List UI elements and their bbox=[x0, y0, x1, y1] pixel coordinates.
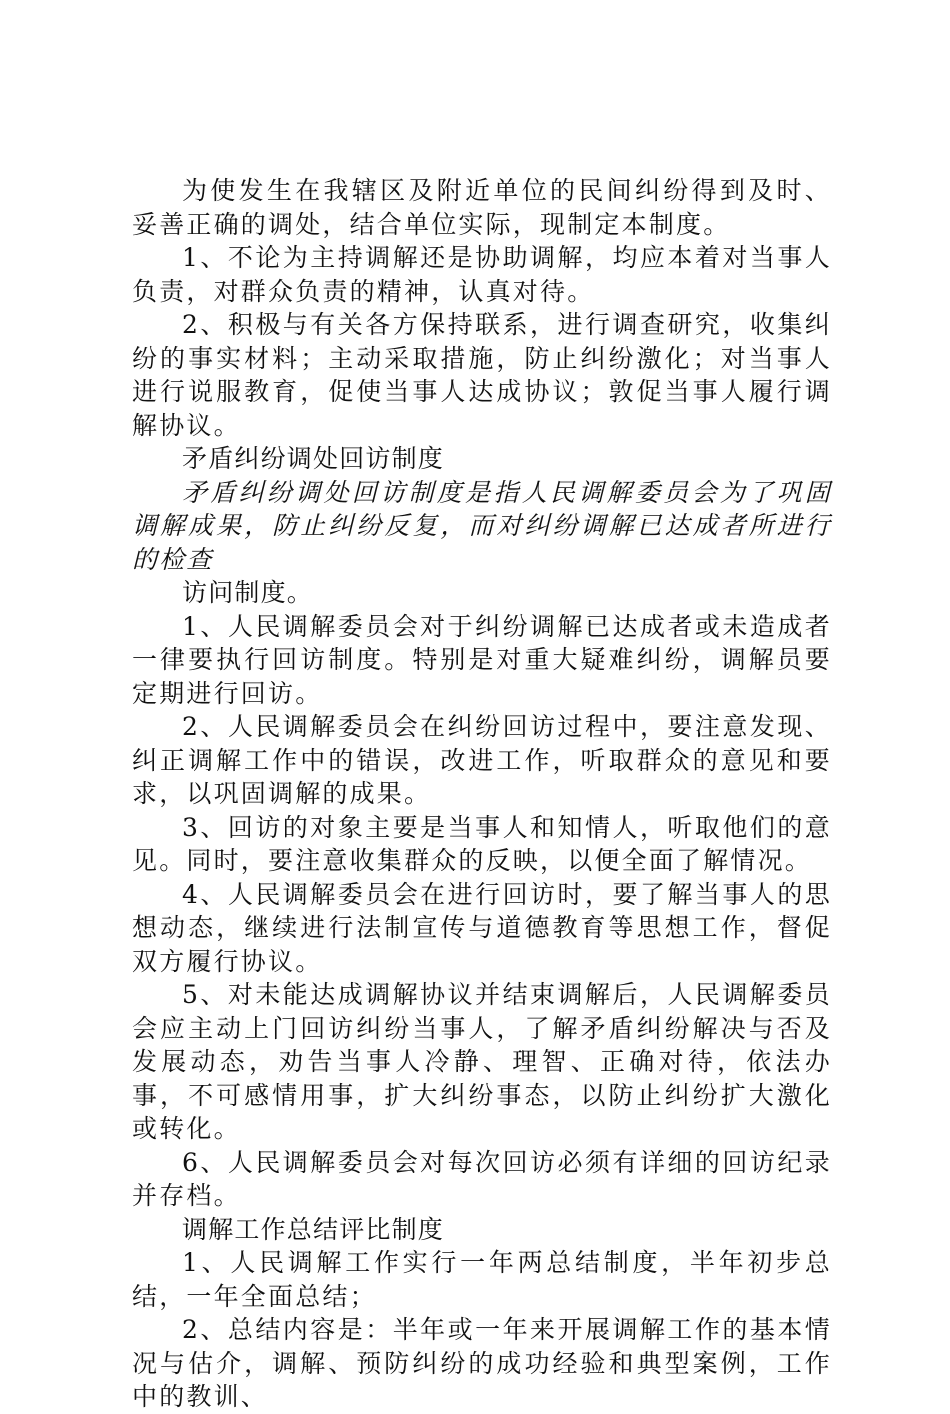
revisit-definition-paragraph: 矛盾纠纷调处回访制度是指人民调解委员会为了巩固调解成果，防止纠纷反复，而对纠纷调解已达成者所进行的检查 bbox=[132, 477, 832, 574]
revisit-rule-5: 5、对未能达成调解协议并结束调解后，人民调解委员会应主动上门回访纠纷当事人，了解矛盾纠纷解决与否及发展动态，劝告当事人冷静、理智、正确对待，依法办事，不可感情用事，扩大纠纷事态，以防止纠纷扩大激化或转化。 bbox=[132, 980, 832, 1143]
section-heading-revisit: 矛盾纠纷调处回访制度 bbox=[182, 444, 445, 473]
intro-paragraph: 为使发生在我辖区及附近单位的民间纠纷得到及时、妥善正确的调处，结合单位实际，现制定本制度。 bbox=[132, 176, 832, 239]
revisit-rule-4: 4、人民调解委员会在进行回访时，要了解当事人的思想动态，继续进行法制宣传与道德教育等思想工作，督促双方履行协议。 bbox=[132, 879, 832, 976]
revisit-rule-3: 3、回访的对象主要是当事人和知情人，听取他们的意见。同时，要注意收集群众的反映，以便全面了解情况。 bbox=[132, 812, 832, 875]
section-heading-summary: 调解工作总结评比制度 bbox=[182, 1214, 445, 1244]
rule-paragraph-2: 2、积极与有关各方保持联系，进行调查研究，收集纠纷的事实材料；主动采取措施，防止纠纷激化；对当事人进行说服教育，促使当事人达成协议；敦促当事人履行调解协议。 bbox=[132, 310, 832, 440]
summary-rule-2: 2、总结内容是：半年或一年来开展调解工作的基本情况与估介，调解、预防纠纷的成功经验和典型案例，工作中的教训、 bbox=[132, 1315, 832, 1411]
summary-rule-1: 1、人民调解工作实行一年两总结制度，半年初步总结，一年全面总结； bbox=[132, 1248, 832, 1311]
revisit-rule-1: 1、人民调解委员会对于纠纷调解已达成者或未造成者一律要执行回访制度。特别是对重大疑难纠纷，调解员要定期进行回访。 bbox=[132, 611, 832, 708]
rule-paragraph-1: 1、不论为主持调解还是协助调解，均应本着对当事人负责，对群众负责的精神，认真对待。 bbox=[132, 243, 832, 306]
document-body bbox=[132, 174, 832, 1414]
revisit-rule-2: 2、人民调解委员会在纠纷回访过程中，要注意发现、纠正调解工作中的错误，改进工作，听取群众的意见和要求，以巩固调解的成果。 bbox=[132, 712, 832, 808]
revisit-definition-continuation: 访问制度。 bbox=[182, 578, 314, 607]
revisit-rule-6: 6、人民调解委员会对每次回访必须有详细的回访纪录并存档。 bbox=[132, 1147, 832, 1210]
